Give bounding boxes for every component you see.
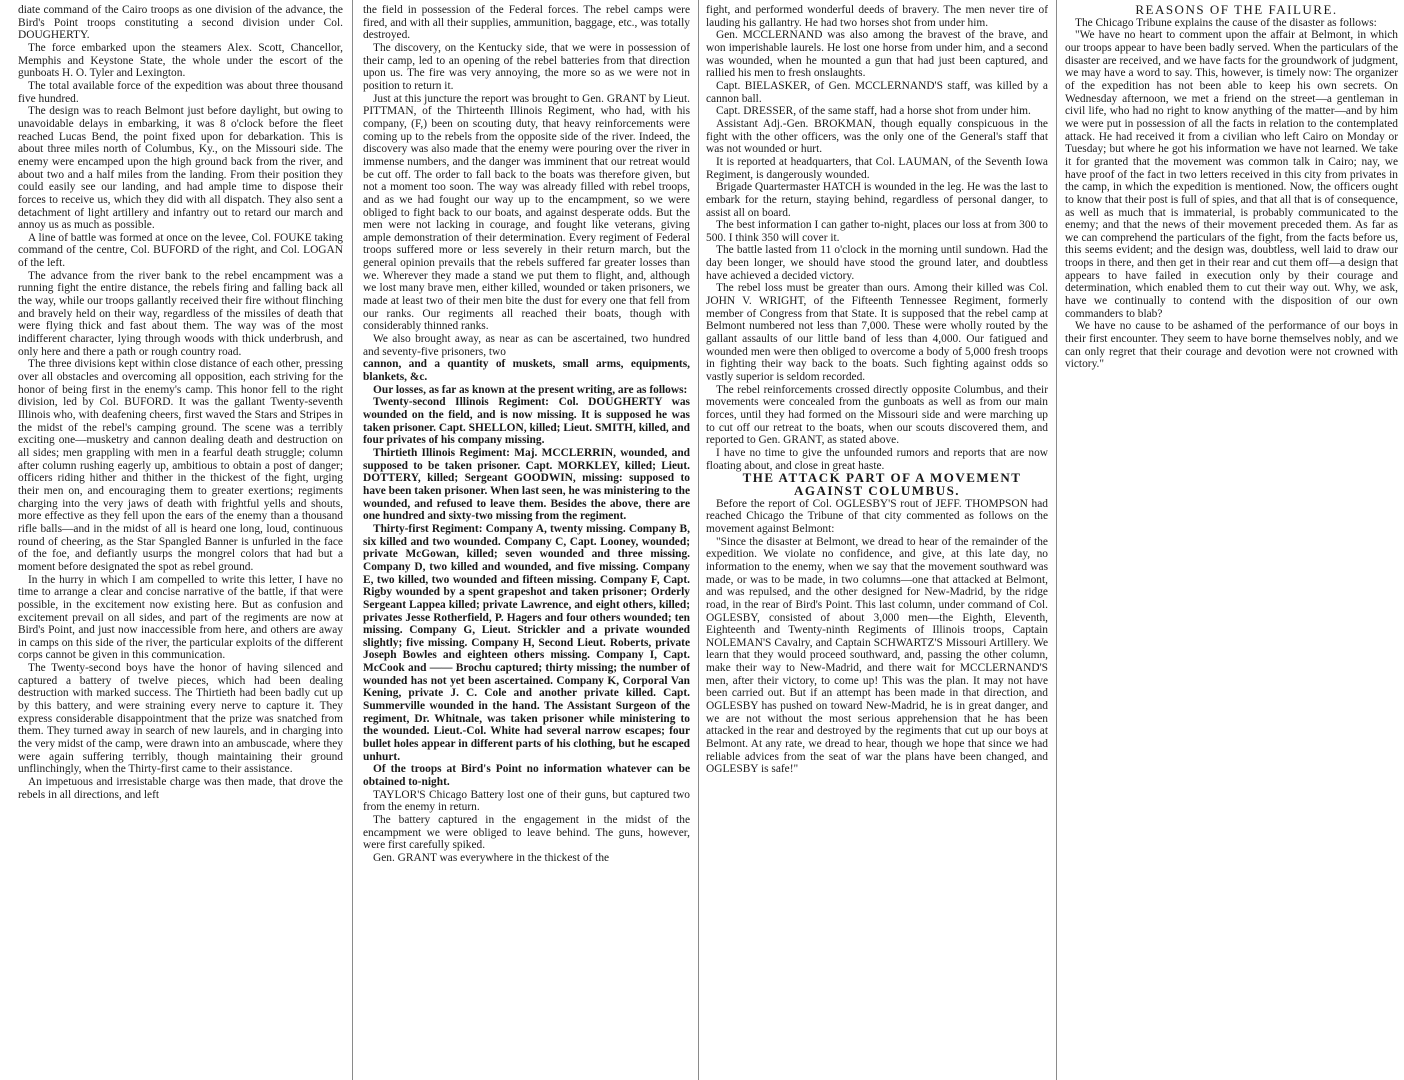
paragraph: fight, and performed wonderful deeds of bravery. The men never tire of lauding his gallantry. He had two horses shot from under him. xyxy=(706,4,1048,29)
paragraph: The total available force of the expedition was about three thousand five hundred. xyxy=(18,79,343,105)
paragraph: The Twenty-second boys have the honor of having silenced and captured a battery of twelve pieces, which had been dealing destruction with marked success. The Thirtieth had been badly cut up by this battery, and were straining every nerve to capture it. They express considerable disappointment that the prize was snatched from them. They turned away in search of new laurels, and in charging into the very midst of the camp, were drawn into an ambuscade, where they were again suffering terribly, though maintaining their ground unflinchingly, when the Thirty-first came to their assistance. xyxy=(18,662,343,776)
article-column-3 xyxy=(706,4,1048,1078)
paragraph: A line of battle was formed at once on the levee, Col. FOUKE taking command of the centre, Col. BUFORD of the right, and Col. LOGAN of the left. xyxy=(18,231,343,270)
paragraph: Brigade Quartermaster HATCH is wounded in the leg. He was the last to embark for the return, staying behind, regardless of personal danger, to assist all on board. xyxy=(706,181,1048,219)
paragraph: Gen. GRANT was everywhere in the thickest of the xyxy=(373,851,610,864)
paragraph: The Chicago Tribune explains the cause of the disaster as follows: xyxy=(1075,16,1377,29)
paragraph: The discovery, on the Kentucky side, that we were in possession of their camp, led to an opening of the rebel batteries from that direction upon us. The fire was very annoying, the more so as we were not in position to return it. xyxy=(363,41,690,92)
paragraph: the field in possession of the Federal forces. The rebel camps were fired, and with all their supplies, ammunition, baggage, etc., was totally destroyed. xyxy=(363,4,690,42)
paragraph: The battle lasted from 11 o'clock in the morning until sundown. Had the day been longer, we should have stood the ground later, and doubtless have achieved a decided victory. xyxy=(706,244,1048,282)
paragraph: Our losses, as far as known at the present writing, are as follows: xyxy=(373,383,688,396)
paragraph: Thirty-first Regiment: Company A, twenty missing. Company B, six killed and two wounded. Company C, Capt. Looney, wounded; private McGowan, killed; seven wounded and three missing. Company D, two killed and wounded, and five missing. Company E, two killed, two wounded and fifteen missing. Company F, Capt. Rigby wounded by a spent grapeshot and taken prisoner; Orderly Sergeant Lappea killed; private Lawrence, and eight others, killed; privates Jesse Rotherfield, P. Hagers and four others wounded; ten missing. Company G, Lieut. Strickler and a private wounded slightly; five missing. Company H, Second Lieut. Roberts, private Joseph Bowles and eighteen others missing. Company I, Capt. McCook and —— Brochu captured; thirty missing; the number of wounded has not yet been ascertained. Company K, Corporal Van Kening, private J. C. Cole and another private killed. Capt. Summerville wounded in the hand. The Assistant Surgeon of the regiment, Dr. Whitnale, was taken prisoner while ministering to the wounded. Lieut.-Col. White had several narrow escapes; four bullet holes appear in different parts of his clothing, but he escaped unhurt. xyxy=(363,522,690,763)
paragraph: In the hurry in which I am compelled to write this letter, I have no time to arrange a clear and concise narrative of the battle, if that were possible, in the excitement now existing here. But as confusion and excitement prevail on all sides, and part of the regiments are now at Bird's Point, and just now inaccessible from here, and others are away in camps on this side of the river, the particular exploits of the different corps cannot be given in this communication. xyxy=(18,573,343,662)
paragraph: It is reported at headquarters, that Col. LAUMAN, of the Seventh Iowa Regiment, is dangerously wounded. xyxy=(706,155,1048,181)
column-rule xyxy=(352,0,353,1080)
paragraph: We have no cause to be ashamed of the performance of our boys in their first encounter. They seem to have borne themselves nobly, and we can only regret that their courage and devotion were not crowned with victory." xyxy=(1065,320,1398,371)
casualty-list xyxy=(363,358,690,788)
paragraph: "We have no heart to comment upon the affair at Belmont, in which our troops appear to have been badly served. When the particulars of the disaster are received, and we have facts for the groundwork of judgment, we may have a word to say. This, however, is timely now: The organizer of the expedition has not been able to keep his own secrets. On Wednesday afternoon, we met a friend on the street—a gentleman in civil life, who had no right to know anything of the matter—and by him we were put in possession of all the facts in relation to the contemplated attack. He had received it from a civilian who left Cairo on Monday or Tuesday; but where he got his information we have not learned. We take it for granted that the movement was common talk in Cairo; nay, we have proof of the fact in two letters received in this city from privates in the camp, in which the expedition is mentioned. Now, the officers ought to know that their post is full of spies, and that all that is of consequence, as well as much that is immaterial, is probably communicated to the enemy; and that the news of their movement preceded them. As far as we can comprehend the particulars of the fight, from the facts before us, this seems evident; and the design was, doubtless, well laid to draw our troops in there, and then get in their rear and cut them off—a design that appears to have failed in execution only by their courage and determination, which enabled them to cut their way out. Why, we ask, have we continually to contend with the disposition of our own commanders to blab? xyxy=(1065,29,1398,320)
paragraph: The advance from the river bank to the rebel encampment was a running fight the entire distance, the rebels firing and falling back all the way, while our troops gallantly received their fire without flinching and bravely held on their way, regardless of the missiles of death that were flying thick and fast about them. The way was of the most indifferent character, lying through woods with thick underbrush, and only here and there a path or rough country road. xyxy=(18,269,343,358)
paragraph: Gen. MCCLERNAND was also among the bravest of the brave, and won imperishable laurels. He lost one horse from under him, and a second was wounded, when he mounted a gun that had just been captured, and rallied his men to fresh onslaughts. xyxy=(706,29,1048,80)
paragraph: "Since the disaster at Belmont, we dread to hear of the remainder of the expedition. We violate no confidence, and give, at this late day, no information to the enemy, when we say that the movement southward was made, or was to be made, in two columns—one that attacked at Belmont, and was repulsed, and the other designed for New-Madrid, by the ridge road, in the rear of Bird's Point. This last column, under command of Col. OGLESBY, consisted of about 3,000 men—the Eighth, Eleventh, Eighteenth and Twenty-ninth Regiments of Illinois troops, Captain NOLEMAN'S Cavalry, and Captain SCHWARTZ'S Missouri Artillery. We learn that they would proceed southward, and, passing the other column, make their way to New-Madrid, and there wait for MCCLERNAND'S men, after their victory, to come up! This was the plan. It may not have been carried out. But if an attempt has been made in that direction, and OGLESBY has pushed on toward New-Madrid, he is in great danger, and we are not without the most serious apprehension that he has been attacked in the rear and destroyed by the regiments that cut up our boys at Belmont. At any rate, we dread to hear, though we hope that since we had reliable advices from the seat of war the plans have been changed, and OGLESBY is safe!" xyxy=(706,535,1048,776)
paragraph: Thirtieth Illinois Regiment: Maj. MCCLERRIN, wounded, and supposed to be taken prisoner. Capt. MORKLEY, killed; Lieut. DOTTERY, killed; Sergeant GOODWIN, missing: supposed to have been taken prisoner. When last seen, he was ministering to the wounded, and refused to leave them. Besides the above, there are one hundred and sixty-two missing from the regiment. xyxy=(363,446,690,523)
paragraph: We also brought away, as near as can be ascertained, two hundred and seventy-five prisoners, two xyxy=(363,333,690,358)
column-rule xyxy=(698,0,699,1080)
paragraph: The force embarked upon the steamers Alex. Scott, Chancellor, Memphis and Keystone State, the whole under the escort of the gunboats H. O. Tyler and Lexington. xyxy=(18,41,343,80)
paragraph: cannon, and a quantity of muskets, small arms, equipments, blankets, &c. xyxy=(363,358,690,384)
paragraph: Just at this juncture the report was brought to Gen. GRANT by Lieut. PITTMAN, of the Thirteenth Illinois Regiment, who had, with his company, (F,) been on scouting duty, that heavy reinforcements were coming up to the rebels from the opposite side of the river. Indeed, the discovery was also made that the enemy were pouring over the river in immense numbers, and the danger was imminent that our retreat would be cut off. The order to fall back to the boats was therefore given, but not a moment too soon. The way was already filled with rebel troops, and as we had fought our way up to the encampment, so we were obliged to fight back to our boats, and against desperate odds. But the men were not lacking in courage, and fought like veterans, giving ample demonstration of their determination. Every regiment of Federal troops suffered more or less severely in their return march, but the general opinion prevails that the rebels suffered far greater losses than we. Wherever they made a stand we put them to flight, and, although we lost many brave men, either killed, wounded or taken prisoners, we made at least two of their men bite the dust for every one that fell from our ranks. Our regiments all reached their boats, though with considerably thinned ranks. xyxy=(363,92,690,333)
paragraph: The three divisions kept within close distance of each other, pressing over all obstacles and overcoming all opposition, each striving for the honor of being first in the enemy's camp. This honor fell to the right division, led by Col. BUFORD. It was the gallant Twenty-seventh Illinois who, with deafening cheers, first waved the Stars and Stripes in the midst of the rebel's camping ground. The scene was a terribly exciting one—musketry and cannon dealing death and destruction on all sides; men grappling with men in a fearful death struggle; column after column rushing eagerly up, ambitious to obtain a post of danger; officers riding hither and thither in the thickest of the fight, urging their men on, and encouraging them to greater exertions; regiments charging into the very jaws of death with frightful yells and shouts, more effective as they fell upon the ears of the enemy than a thousand rifle balls—and in the midst of all is heard one long, loud, continuous round of cheering, as the Star Spangled Banner is unfurled in the face of the foe, and defiantly usurps the mongrel colors that had but a moment before designated the spot as rebel ground. xyxy=(18,358,343,573)
paragraph: Twenty-second Illinois Regiment: Col. DOUGHERTY was wounded on the field, and is now missing. It is supposed he was taken prisoner. Capt. SHELLON, killed; Lieut. SMITH, killed, and four privates of his company missing. xyxy=(363,396,690,447)
paragraph: An impetuous and irresistable charge was then made, that drove the rebels in all directions, and left xyxy=(18,776,343,801)
paragraph: TAYLOR'S Chicago Battery lost one of their guns, but captured two from the enemy in return. xyxy=(363,788,690,814)
paragraph: The battery captured in the engagement in the midst of the encampment we were obliged to leave behind. The guns, however, were first carefully spiked. xyxy=(363,814,690,852)
paragraph: Before the report of Col. OGLESBY'S rout of JEFF. THOMPSON had reached Chicago the Tribune of that city commented as follows on the movement against Belmont: xyxy=(706,497,1048,535)
paragraph: The rebel reinforcements crossed directly opposite Columbus, and their movements were concealed from the gunboats as well as from our main forces, until they had formed on the Missouri side and were marching up to cut off our retreat to the boats, when our scouts discovered them, and reported to Gen. GRANT, as stated above. xyxy=(706,383,1048,447)
paragraph: diate command of the Cairo troops as one division of the advance, the Bird's Point troops constituting a second division under Col. DOUGHERTY. xyxy=(18,4,343,42)
paragraph: The rebel loss must be greater than ours. Among their killed was Col. JOHN V. WRIGHT, of the Fifteenth Tennessee Regiment, formerly member of Congress from that State. It is supposed that the rebel camp at Belmont numbered not less than 7,000. These were wholly routed by the gallant assaults of our little band of less than 4,000. Our fatigued and wounded men were then obliged to overcome a body of 5,000 fresh troops in fighting their way back to the boats. Such fighting against odds so vastly superior is seldom recorded. xyxy=(706,282,1048,384)
paragraph: The design was to reach Belmont just before daylight, but owing to unavoidable delays in embarking, it was 8 o'clock before the fleet reached Lucas Bend, the point fixed upon for debarkation. This is about three miles north of Columbus, Ky., on the Missouri side. The enemy were encamped upon the high ground back from the river, and about two and a half miles from the landing. From their position they could easily see our landing, and had ample time to dispose their forces to receive us, which they did with all dispatch. They also sent a detachment of light artillery and infantry out to retard our march and annoy us as much as possible. xyxy=(18,105,343,232)
paragraph: Capt. DRESSER, of the same staff, had a horse shot from under him. xyxy=(716,105,1031,118)
paragraph: Assistant Adj.-Gen. BROKMAN, though equally conspicuous in the fight with the other officers, was the only one of the General's staff that was not wounded or hurt. xyxy=(706,117,1048,156)
paragraph: Of the troops at Bird's Point no information whatever can be obtained to-night. xyxy=(363,763,690,789)
article-column-4 xyxy=(1065,4,1398,524)
article-column-2 xyxy=(363,4,690,1078)
paragraph: The best information I can gather to-night, places our loss at from 300 to 500. I think 350 will cover it. xyxy=(706,219,1048,244)
section-heading: THE ATTACK PART OF A MOVEMENT AGAINST COLUMBUS. xyxy=(742,470,1022,498)
paragraph: Capt. BIELASKER, of Gen. MCCLERNAND'S staff, was killed by a cannon ball. xyxy=(706,79,1048,105)
article-column-1 xyxy=(18,4,343,1078)
paragraph: I have no time to give the unfounded rumors and reports that are now floating about, and close in great haste. xyxy=(706,446,1048,472)
section-heading: REASONS OF THE FAILURE. xyxy=(1135,4,1338,17)
column-rule xyxy=(1056,0,1057,1080)
